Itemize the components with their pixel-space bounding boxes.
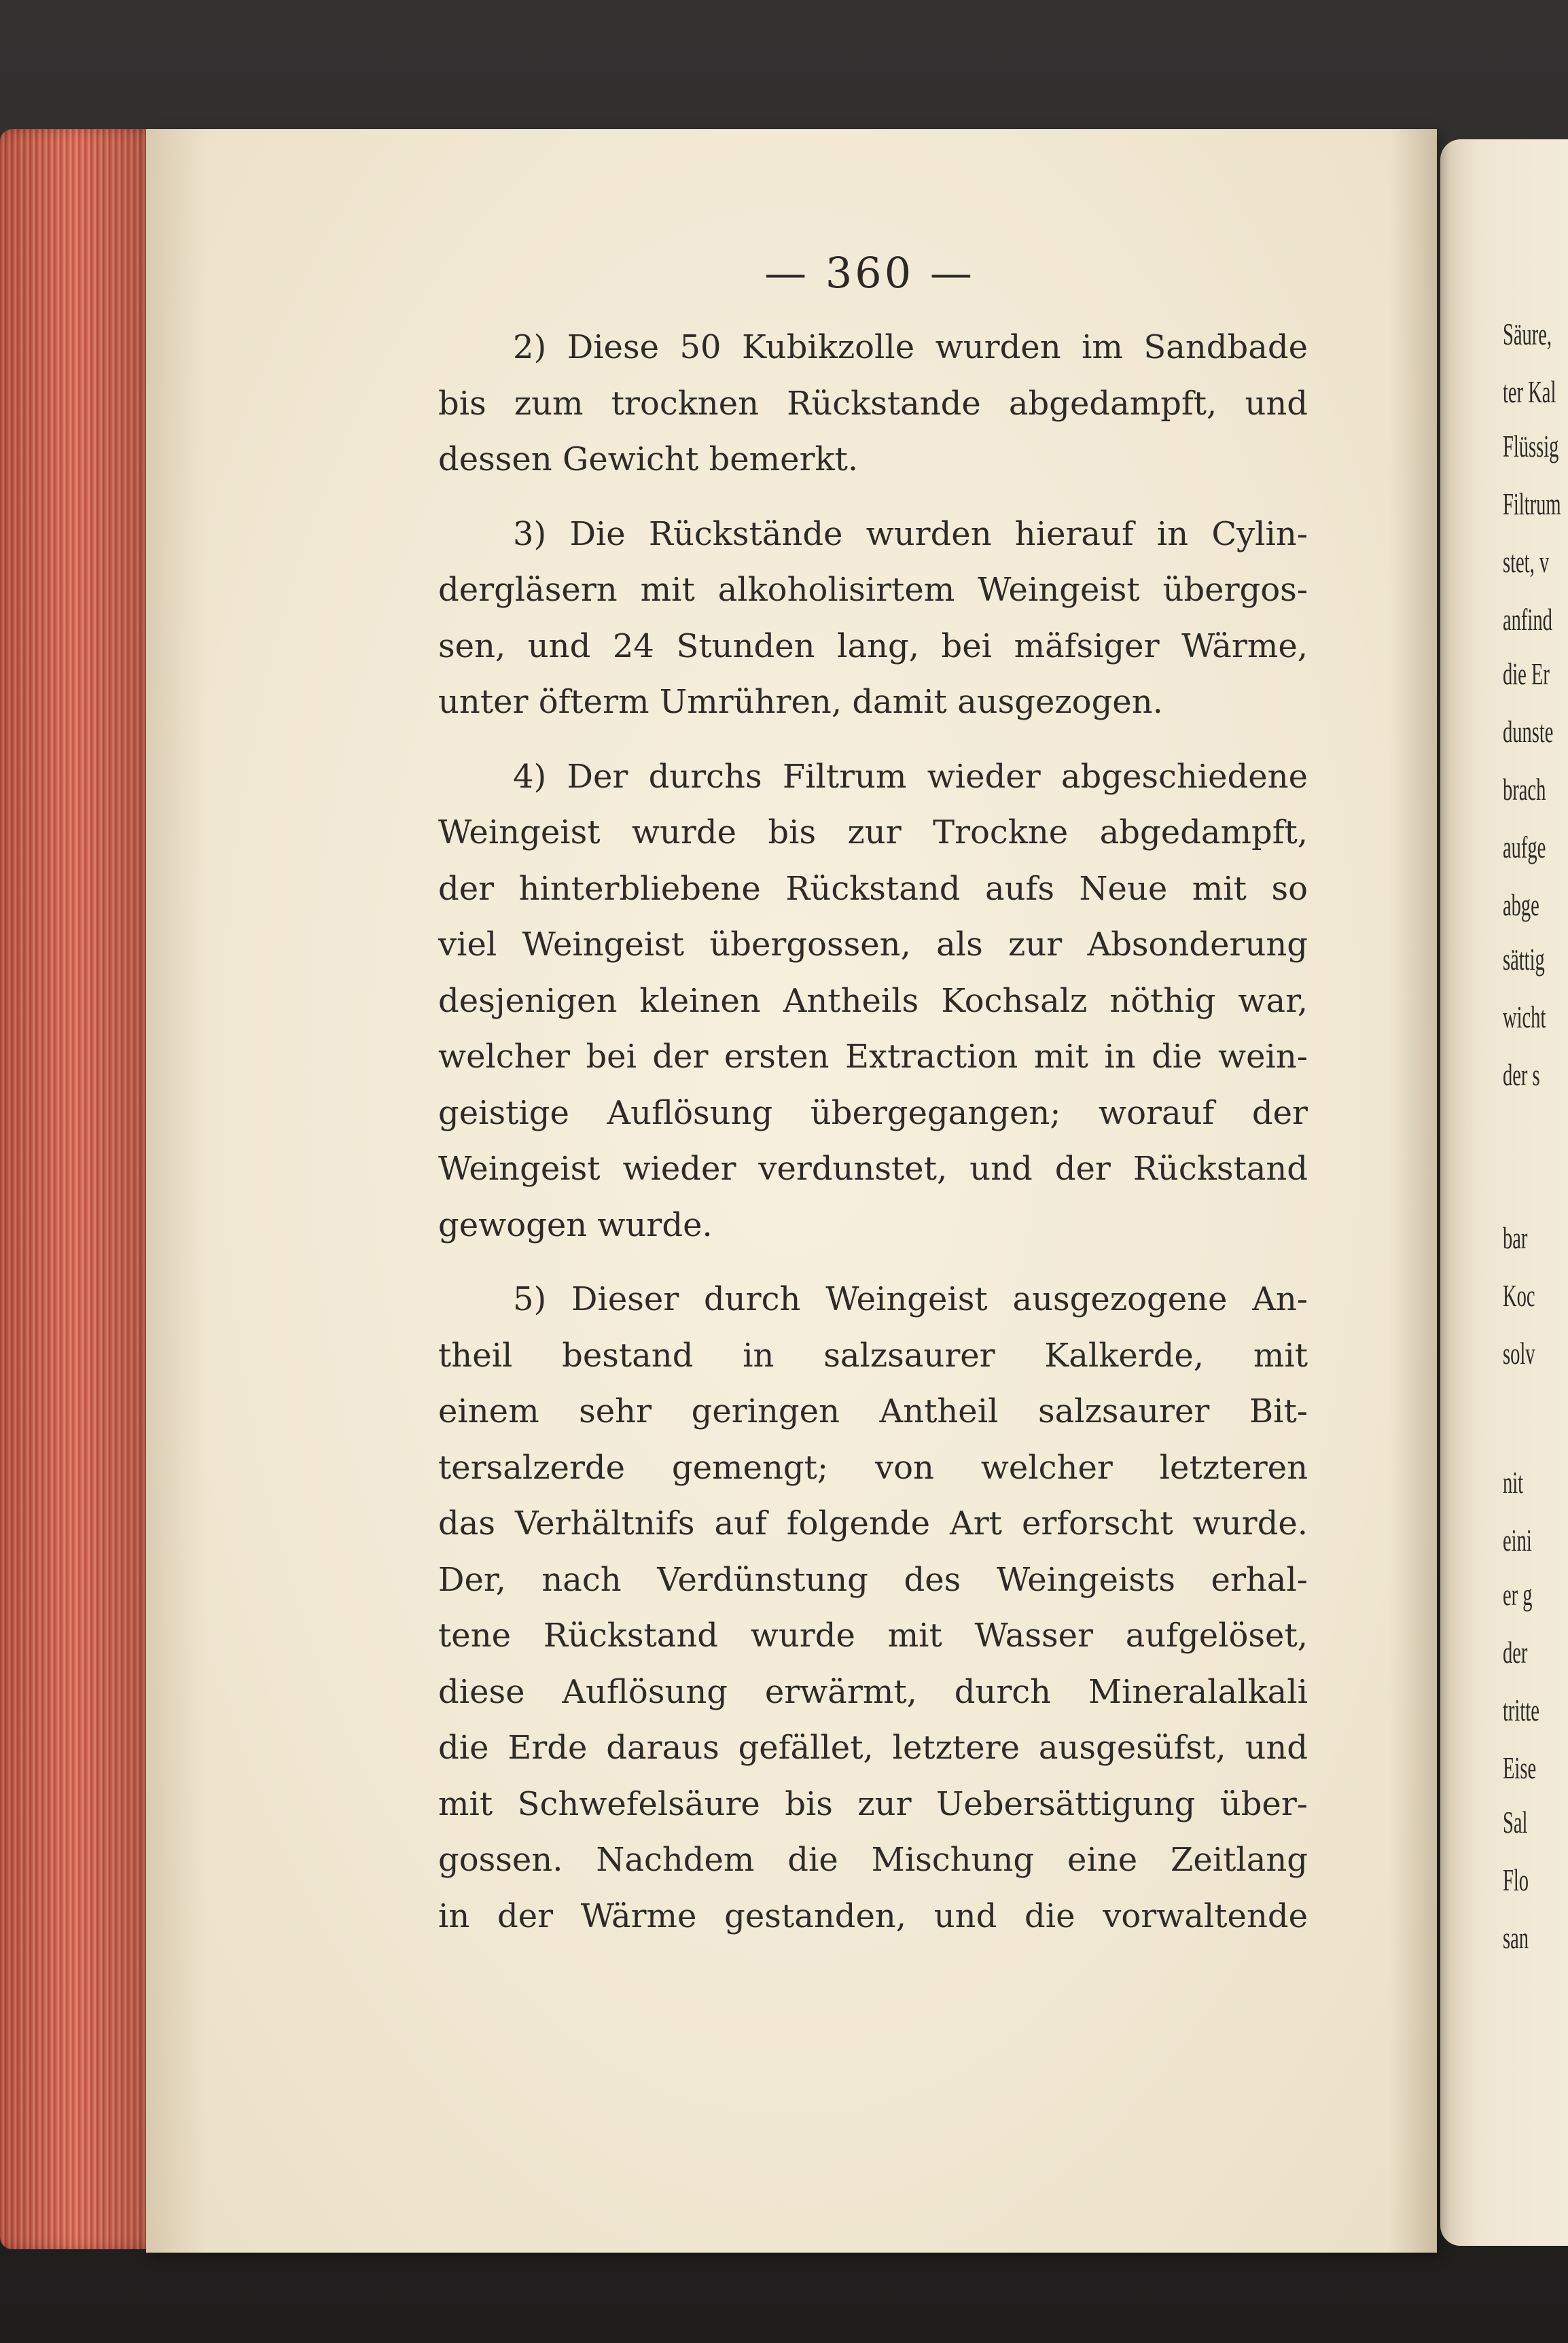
- text-line: in der Wärme gestanden, und die vorwaltende: [438, 1897, 1308, 1935]
- text-line: 3) Die Rückstände wurden hierauf in Cylin-: [513, 514, 1308, 553]
- text-line: welcher bei der ersten Extraction mit in die wein-: [438, 1038, 1308, 1076]
- text-line: 4) Der durchs Filtrum wieder abgeschiedene: [513, 757, 1308, 796]
- facing-page-fragment: Säure,: [1503, 317, 1552, 351]
- text-line: Der, nach Verdünstung des Weingeists erhal-: [438, 1560, 1308, 1599]
- facing-page-fragment: wicht: [1503, 1000, 1546, 1034]
- facing-page-fragment: san: [1503, 1920, 1529, 1955]
- facing-page-fragment: Filtrum: [1503, 487, 1561, 521]
- text-line: desjenigen kleinen Antheils Kochsalz nöthig war,: [438, 981, 1308, 1020]
- text-line: Weingeist wurde bis zur Trockne abgedampft,: [438, 813, 1308, 851]
- facing-page-fragment: sättig: [1503, 942, 1545, 976]
- text-line: dessen Gewicht bemerkt.: [438, 440, 859, 478]
- text-line: sen, und 24 Stunden lang, bei mäfsiger Wärme,: [438, 627, 1308, 665]
- facing-page-fragment: Eise: [1503, 1750, 1537, 1785]
- facing-page-fragment: nit: [1503, 1465, 1524, 1500]
- text-line: geistige Auflösung übergegangen; worauf der: [438, 1093, 1308, 1132]
- facing-page-fragment: der s: [1503, 1057, 1540, 1092]
- text-line: der hinterbliebene Rückstand aufs Neue mit so: [438, 869, 1308, 908]
- text-line: dergläsern mit alkoholisirtem Weingeist übergos-: [438, 571, 1308, 609]
- facing-page-fragment: stet, v: [1503, 544, 1550, 579]
- facing-page-fragment: ter Kal: [1503, 374, 1556, 409]
- facing-page-fragment: Flüssig: [1503, 429, 1559, 463]
- facing-page-fragment: anfind: [1503, 602, 1552, 637]
- facing-page-fragment: abge: [1503, 887, 1539, 922]
- text-line: tene Rückstand wurde mit Wasser aufgelöset,: [438, 1617, 1308, 1655]
- text-line: viel Weingeist übergossen, als zur Absonderung: [438, 926, 1308, 964]
- facing-page-fragment: eini: [1503, 1523, 1532, 1557]
- text-line: Weingeist wieder verdunstet, und der Rückstand: [438, 1150, 1308, 1188]
- text-line: das Verhältnifs auf folgende Art erforscht wurde.: [438, 1504, 1308, 1543]
- text-line: diese Auflösung erwärmt, durch Mineralalkali: [438, 1672, 1308, 1711]
- facing-page-fragment: tritte: [1503, 1693, 1539, 1727]
- facing-page-fragment: solv: [1503, 1336, 1535, 1371]
- text-line: tersalzerde gemengt; von welcher letzteren: [438, 1448, 1308, 1487]
- facing-page-fragment: bar: [1503, 1220, 1528, 1255]
- text-line: gossen. Nachdem die Mischung eine Zeitlang: [438, 1841, 1308, 1879]
- text-line: 5) Dieser durch Weingeist ausgezogene An-: [513, 1280, 1308, 1318]
- page-number: — 360 —: [764, 248, 975, 298]
- facing-page-fragment: der: [1503, 1635, 1528, 1670]
- text-line: gewogen wurde.: [438, 1205, 713, 1244]
- facing-page-fragment: brach: [1503, 772, 1546, 807]
- facing-page-fragment: die Er: [1503, 656, 1550, 691]
- facing-page-fragment: er g: [1503, 1577, 1533, 1612]
- text-line: einem sehr geringen Antheil salzsaurer Bit-: [438, 1392, 1308, 1430]
- text-line: die Erde daraus gefället, letztere ausgesüfst, und: [438, 1729, 1308, 1767]
- facing-page-fragment: dunste: [1503, 714, 1554, 749]
- text-line: mit Schwefelsäure bis zur Uebersättigung über-: [438, 1784, 1308, 1823]
- facing-page-fragment: aufge: [1503, 830, 1546, 864]
- text-line: theil bestand in salzsaurer Kalkerde, mit: [438, 1336, 1308, 1375]
- text-line: 2) Diese 50 Kubikzolle wurden im Sandbade: [513, 328, 1308, 366]
- facing-page-fragment: Koc: [1503, 1278, 1535, 1313]
- text-line: unter öfterm Umrühren, damit ausgezogen.: [438, 683, 1163, 721]
- facing-page-fragment: Sal: [1503, 1805, 1528, 1839]
- text-line: bis zum trocknen Rückstande abgedampft, und: [438, 384, 1308, 423]
- facing-page-fragment: Flo: [1503, 1863, 1529, 1897]
- page-text: [438, 319, 1308, 1944]
